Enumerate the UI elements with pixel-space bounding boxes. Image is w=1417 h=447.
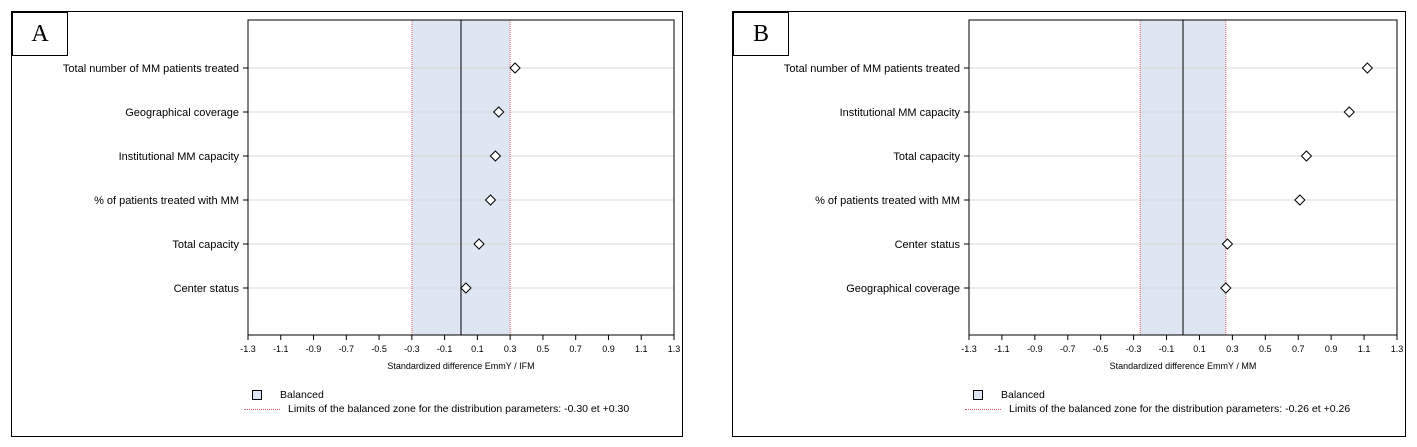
category-label: Institutional MM capacity: [118, 151, 239, 163]
x-tick-label: -0.3: [1125, 344, 1142, 354]
x-tick-label: -0.5: [1092, 344, 1109, 354]
panel-letter: B: [733, 12, 789, 56]
category-label: Total capacity: [893, 151, 960, 163]
legend-balanced-label: Balanced: [280, 389, 324, 401]
category-label: Geographical coverage: [125, 107, 239, 119]
data-point: [1295, 195, 1305, 205]
x-tick-label: 0.9: [602, 344, 615, 354]
legend-balanced-label: Balanced: [1001, 389, 1045, 401]
data-point: [510, 63, 520, 73]
category-label: % of patients treated with MM: [94, 195, 239, 207]
x-tick-label: -0.1: [1158, 344, 1175, 354]
limit-line-swatch: [244, 409, 280, 410]
legend-limits-label: Limits of the balanced zone for the distribution parameters:: [288, 403, 562, 415]
chart-a: [12, 12, 684, 382]
panel-a: [11, 11, 683, 437]
x-tick-label: 0.7: [1291, 344, 1305, 354]
panel-letter: A: [12, 12, 68, 56]
x-tick-label: -0.7: [338, 344, 355, 354]
x-tick-label: 0.9: [1324, 344, 1338, 354]
x-tick-label: 0.1: [471, 344, 484, 354]
legend-limits-values: -0.26 et +0.26: [1285, 403, 1351, 415]
x-tick-label: 0.3: [1226, 344, 1239, 354]
x-tick-label: -1.1: [273, 344, 289, 354]
limit-line-swatch: [965, 409, 1001, 410]
x-tick-label: -0.9: [1027, 344, 1043, 354]
x-tick-label: 0.5: [1259, 344, 1272, 354]
legend: [965, 388, 1350, 416]
data-point: [1362, 63, 1372, 73]
category-label: Center status: [173, 283, 239, 295]
category-label: Institutional MM capacity: [839, 107, 960, 119]
x-tick-label: -0.3: [404, 344, 420, 354]
x-tick-label: 1.1: [1357, 344, 1371, 354]
x-tick-label: -0.5: [371, 344, 387, 354]
category-label: % of patients treated with MM: [815, 195, 960, 207]
legend-limits-values: -0.30 et +0.30: [564, 403, 630, 415]
x-tick-label: -1.1: [994, 344, 1010, 354]
legend-limits: [965, 402, 1350, 416]
data-point: [1344, 107, 1354, 117]
x-tick-label: 0.5: [536, 344, 550, 354]
x-tick-label: 1.3: [667, 344, 681, 354]
category-label: Total number of MM patients treated: [62, 63, 239, 75]
x-tick-label: 0.1: [1193, 344, 1206, 354]
balanced-swatch: [252, 390, 262, 400]
x-axis-label: Standardized difference EmmY / IFM: [387, 361, 535, 371]
category-label: Total number of MM patients treated: [783, 63, 960, 75]
chart-b: [733, 12, 1407, 382]
legend: [244, 388, 629, 416]
balanced-swatch: [973, 390, 983, 400]
panel-b: [732, 11, 1406, 437]
category-label: Total capacity: [172, 239, 239, 251]
x-tick-label: -0.7: [1060, 344, 1076, 354]
x-tick-label: -1.3: [961, 344, 977, 354]
legend-balanced: [965, 388, 1350, 402]
legend-limits-label: Limits of the balanced zone for the distribution parameters:: [1009, 403, 1283, 415]
x-tick-label: 1.1: [634, 344, 648, 354]
x-tick-label: 1.3: [1390, 344, 1404, 354]
data-point: [1301, 151, 1311, 161]
category-label: Center status: [894, 239, 960, 251]
x-tick-label: -1.3: [240, 344, 256, 354]
x-tick-label: 0.7: [569, 344, 582, 354]
legend-limits: [244, 402, 629, 416]
x-tick-label: -0.9: [305, 344, 322, 354]
x-axis-label: Standardized difference EmmY / MM: [1109, 361, 1257, 371]
x-tick-label: 0.3: [503, 344, 517, 354]
category-label: Geographical coverage: [846, 283, 960, 295]
x-tick-label: -0.1: [436, 344, 453, 354]
legend-balanced: [244, 388, 629, 402]
